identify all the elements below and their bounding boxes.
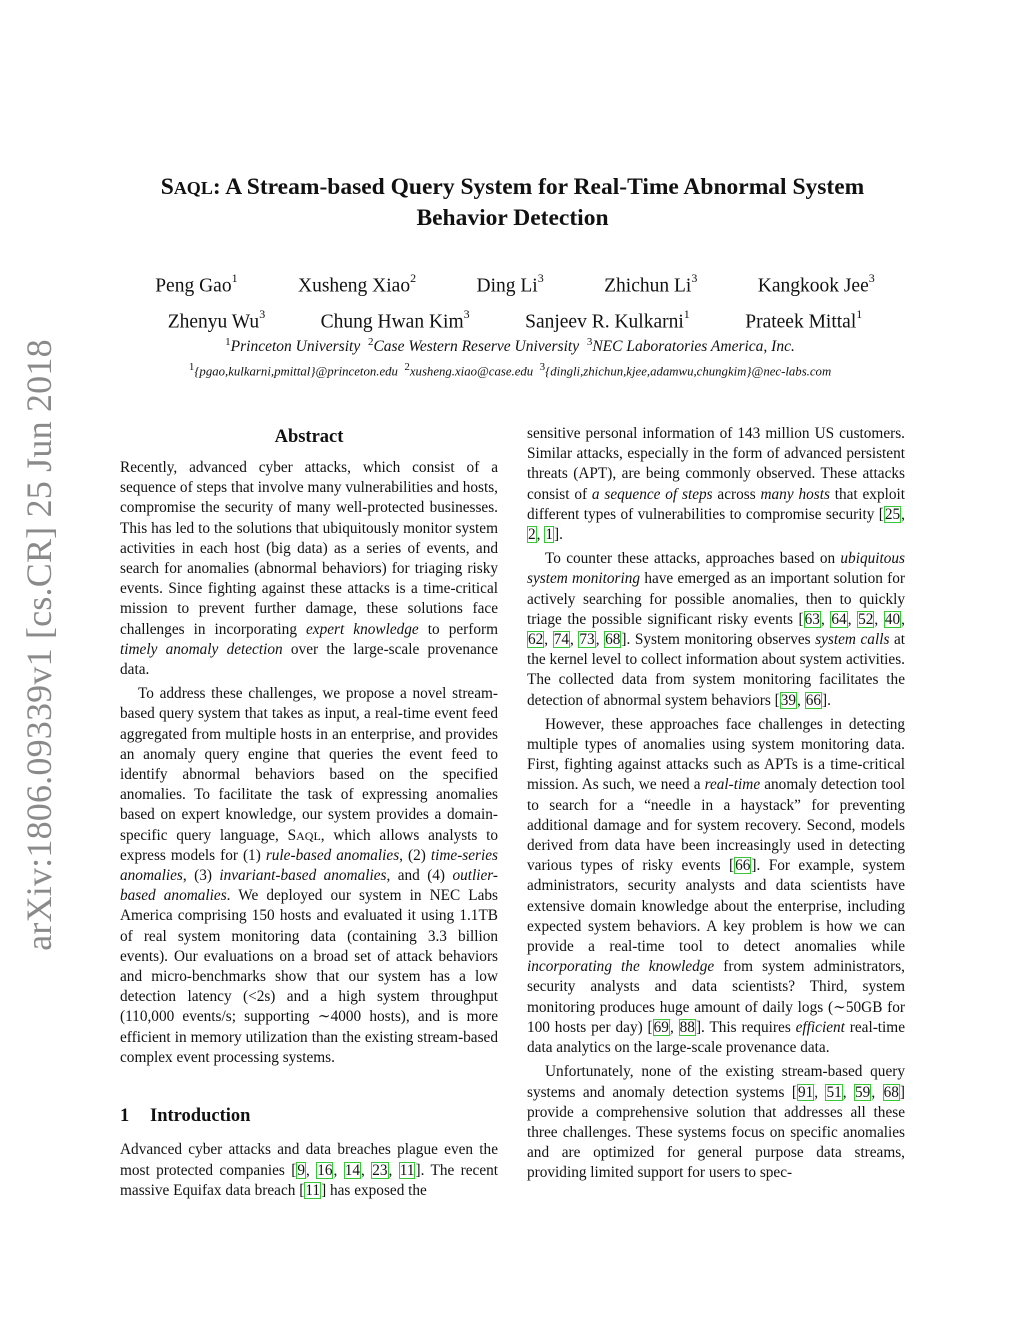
abstract-paragraph-1: Recently, advanced cyber attacks, which consist of a sequence of steps that involve many vulnerabilities and hosts, compromise the security of many well-protected businesses. This has led to the solutions that ubiquitously monitor system activities in each host (big data) as a series of events, and search for anomalies (abnormal behaviors) for triaging risky events. Since fighting against these attacks is a time-critical mission to prevent further damage, these solutions face challenges in incorporating expert knowledge to perform timely anomaly detection over the large-scale provenance data. [120, 459, 498, 679]
author: Sanjeev R. Kulkarni$^1$ [525, 307, 690, 333]
authors-row-1 [125, 273, 905, 298]
right-paragraph-4: Unfortunately, none of the existing stream-based query systems and anomaly detection systems [91, 51, 59, 68] provide a comprehensive solution that addresses all these three challenges. These systems focus on specific anomalies and are optimized for general purpose data streams, providing limited support for users to spec- [527, 1063, 905, 1182]
author: Xusheng Xiao$^2$ [297, 271, 417, 297]
arxiv-stamp [10, 339, 68, 951]
left-column [120, 424, 498, 1201]
citation-link[interactable]: 16 [317, 1161, 333, 1179]
section-heading-introduction: 1 Introduction [120, 1106, 251, 1127]
citation-link[interactable]: 66 [735, 857, 751, 875]
affiliations: $^1$Princeton University $^2$Case Western Reserve University $^3$NEC Laboratories America, Inc. [225, 336, 795, 356]
citation-link[interactable]: 9 [297, 1161, 305, 1179]
right-column [527, 424, 905, 1184]
citation-link[interactable]: 1 [545, 526, 553, 544]
author: Zhenyu Wu$^3$ [167, 307, 266, 333]
author: Kangkook Jee$^3$ [757, 271, 875, 297]
citation-link[interactable]: 74 [553, 631, 569, 649]
citation-link[interactable]: 11 [305, 1181, 321, 1199]
title-line-2: Behavior Detection [416, 205, 609, 231]
author: Peng Gao$^1$ [155, 271, 238, 297]
citation-link[interactable]: 62 [528, 631, 544, 649]
citation-link[interactable]: 23 [372, 1161, 388, 1179]
right-paragraph-3: However, these approaches face challenges in detecting multiple types of anomalies using system monitoring data. First, fighting against attacks such as APTs is a time-critical mission. As such, we need a real-time anomaly detection tool to search for a “needle in a haystack” for preventing additional damage and for system recovery. Second, models derived from data have been increasingly used in detecting various types of risky events [66]. For example, system administrators, security analysts and data scientists have extensive domain knowledge about the enterprise, including expected system behaviors. A key problem is how we can provide a real-time tool to detect anomalies while incorporating the knowledge from system administrators, security analysts and data scientists? Third, system monitoring produces huge amount of daily logs (∼50GB for 100 hosts per day) [69, 88]. This requires efficient real-time data analytics on the large-scale provenance data. [527, 715, 905, 1057]
citation-link[interactable]: 39 [780, 691, 797, 709]
citation-link[interactable]: 25 [884, 505, 901, 523]
citation-link[interactable]: 52 [858, 610, 874, 628]
citation-link[interactable]: 51 [826, 1083, 842, 1101]
citation-link[interactable]: 64 [831, 610, 847, 628]
citation-link[interactable]: 88 [679, 1018, 695, 1036]
paper-title [120, 172, 905, 233]
abstract-paragraph-2: To address these challenges, we propose a novel stream-based query system that takes as input, a real-time event feed aggregated from multiple hosts in an enterprise, and provides an anomaly query engine that queries the event feed to identify abnormal behaviors based on the specified anomalies. To facilitate the task of expressing anomalies based on expert knowledge, our system provides a domain-specific query language, SAQL, which allows analysts to express models for (1) rule-based anomalies, (2) time-series anomalies, (3) invariant-based anomalies, and (4) outlier-based anomalies. We deployed our system in NEC Labs America comprising 150 hosts and evaluated it using 1.1TB of real system monitoring data (containing 3.3 billion events). Our evaluations on a broad set of attack behaviors and micro-benchmarks show that our system has a low detection latency (<2s) and a high system throughput (110,000 events/s; supporting ∼4000 hosts), and is more efficient in memory utilization than the existing stream-based complex event processing systems. [120, 685, 499, 1066]
citation-link[interactable]: 14 [344, 1161, 360, 1179]
citation-link[interactable]: 73 [579, 631, 595, 649]
emails: $^1${pgao,kulkarni,pmittal}@princeton.edu $^2$xusheng.xiao@case.edu $^3${dingli,zhichun,kjee,adamwu,chungkim}@nec-labs.com [188, 361, 832, 379]
author: Ding Li$^3$ [476, 271, 544, 297]
intro-paragraph-1: Advanced cyber attacks and data breaches plague even the most protected companies [9, 16, 14, 23, 11]. The recent massive Equifax data breach [11] has exposed the [120, 1141, 499, 1199]
citation-link[interactable]: 11 [399, 1161, 415, 1179]
citation-link[interactable]: 40 [884, 610, 901, 628]
author: Prateek Mittal$^1$ [745, 307, 863, 333]
right-paragraph-2: To counter these attacks, approaches based on ubiquitous system monitoring have emerged as an important solution for actively searching for possible anomalies, then to quickly triage the possible significant risky events [63, 64, 52, 40, 62, 74, 73, 68]. System monitoring observes system calls at the kernel level to collect information about system activities. The collected data from system monitoring facilitates the detection of abnormal system behaviors [39, 66]. [527, 550, 906, 709]
abstract-heading: Abstract [274, 427, 344, 447]
right-paragraph-1: sensitive personal information of 143 million US customers. Similar attacks, especially in the form of advanced persistent threats (APT), are being commonly observed. These attacks consist of a sequence of steps across many hosts that exploit different types of vulnerabilities to compromise security [25, 2, 1]. [527, 425, 905, 544]
citation-link[interactable]: 69 [653, 1018, 669, 1036]
citation-link[interactable]: 59 [855, 1083, 871, 1101]
citation-link[interactable]: 2 [528, 526, 536, 544]
arxiv-identifier: arXiv:1806.09339v1 [cs.CR] 25 Jun 2018 [19, 339, 60, 951]
author: Chung Hwan Kim$^3$ [320, 307, 470, 333]
citation-link[interactable]: 66 [805, 691, 821, 709]
citation-link[interactable]: 68 [605, 631, 621, 649]
author: Zhichun Li$^3$ [604, 271, 698, 297]
authors-row-2 [140, 309, 890, 334]
citation-link[interactable]: 63 [804, 610, 820, 628]
title-line-1: SAQL: A Stream-based Query System for Real-Time Abnormal System [160, 174, 865, 200]
citation-link[interactable]: 91 [797, 1083, 814, 1101]
citation-link[interactable]: 68 [883, 1083, 899, 1101]
